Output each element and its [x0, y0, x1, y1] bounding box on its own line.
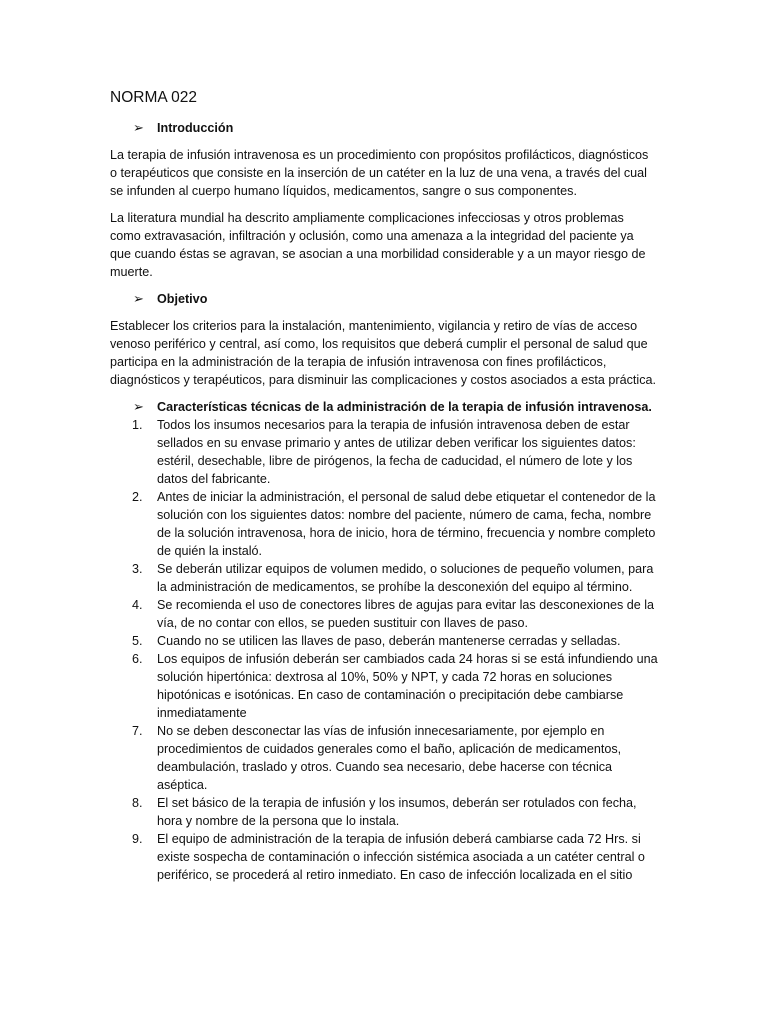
list-item	[110, 722, 658, 794]
list-item-text: Todos los insumos necesarios para la terapia de infusión intravenosa deben de estar sellados en su envase primario y antes de utilizar deben verificar los siguientes datos: estéril, desechable, libre de pirógenos, la fecha de caducidad, el número de lote y los datos del fabricante.	[157, 418, 636, 486]
arrow-bullet-icon: ➢	[133, 120, 144, 135]
list-item-number: 7.	[132, 724, 143, 738]
section-heading-text: Objetivo	[157, 292, 208, 306]
list-item-text: Cuando no se utilicen las llaves de paso, deberán mantenerse cerradas y selladas.	[157, 634, 621, 648]
list-item-number: 1.	[132, 418, 143, 432]
list-item-number: 6.	[132, 652, 143, 666]
list-item-number: 5.	[132, 634, 143, 648]
list-item-text: No se deben desconectar las vías de infusión innecesariamente, por ejemplo en procedimientos de cuidados generales como el baño, aplicación de medicamentos, deambulación, traslado y otros. Cuando sea necesario, debe hacerse con técnica aséptica.	[157, 724, 622, 792]
paragraph: La terapia de infusión intravenosa es un procedimiento con propósitos profilácticos, diagnósticos o terapéuticos que consiste en la inserción de un catéter en la luz de una vena, a través del cual se infunden al cuerpo humano líquidos, medicamentos, sangre o sus componentes.	[110, 148, 649, 198]
section-heading-introduccion	[110, 119, 658, 137]
document-page	[110, 88, 658, 884]
list-item	[110, 596, 658, 632]
list-item	[110, 794, 658, 830]
numbered-list	[110, 416, 658, 884]
list-item	[110, 650, 658, 722]
list-item-text: Se deberán utilizar equipos de volumen medido, o soluciones de pequeño volumen, para la administración de medicamentos, se prohíbe la desconexión del equipo al término.	[157, 562, 654, 594]
list-item-text: El set básico de la terapia de infusión y los insumos, deberán ser rotulados con fecha, hora y nombre de la persona que lo instala.	[157, 796, 637, 828]
list-item	[110, 830, 658, 884]
list-item-text: Se recomienda el uso de conectores libres de agujas para evitar las desconexiones de la vía, de no contar con ellos, se pueden sustituir con llaves de paso.	[157, 598, 655, 630]
list-item-number: 8.	[132, 796, 143, 810]
list-item-number: 3.	[132, 562, 143, 576]
list-item-text: El equipo de administración de la terapia de infusión deberá cambiarse cada 72 Hrs. si existe sospecha de contaminación o infección sistémica asociada a un catéter central o periférico, se procederá al retiro inmediato. En caso de infección localizada en el sitio	[157, 832, 645, 882]
list-item-number: 9.	[132, 832, 143, 846]
list-item-number: 4.	[132, 598, 143, 612]
paragraph: Establecer los criterios para la instalación, mantenimiento, vigilancia y retiro de vías de acceso venoso periférico y central, así como, los requisitos que deberá cumplir el personal de salud que participa en la administración de la terapia de infusión intravenosa con fines profilácticos, diagnósticos y terapéuticos, para disminuir las complicaciones y costos asociados a esta práctica.	[110, 319, 656, 387]
arrow-bullet-icon: ➢	[133, 291, 144, 306]
list-item-text: Antes de iniciar la administración, el personal de salud debe etiquetar el contenedor de la solución con los siguientes datos: nombre del paciente, número de cama, fecha, nombre de la solución intravenosa, hora de inicio, hora de término, frecuencia y nombre completo de quién la instaló.	[157, 490, 656, 558]
section-heading-text: Introducción	[157, 121, 234, 135]
list-item-text: Los equipos de infusión deberán ser cambiados cada 24 horas si se está infundiendo una solución hipertónica: dextrosa al 10%, 50% y NPT, y cada 72 horas en soluciones hipotónicas e isotónicas. En caso de contaminación o precipitación debe cambiarse inmediatamente	[157, 652, 658, 720]
list-item	[110, 488, 658, 560]
document-title: NORMA 022	[110, 89, 198, 106]
list-item	[110, 632, 658, 650]
paragraph: La literatura mundial ha descrito ampliamente complicaciones infecciosas y otros problemas como extravasación, infiltración y oclusión, como una amenaza a la integridad del paciente ya que cuando éstas se agravan, se asocian a una morbilidad considerable y a un mayor riesgo de muerte.	[110, 211, 646, 279]
arrow-bullet-icon: ➢	[133, 399, 144, 414]
list-item-number: 2.	[132, 490, 143, 504]
section-heading-objetivo	[110, 290, 658, 308]
section-heading-caracteristicas	[110, 398, 658, 416]
section-heading-text: Características técnicas de la administración de la terapia de infusión intravenosa.	[157, 400, 652, 414]
list-item	[110, 560, 658, 596]
list-item	[110, 416, 658, 488]
